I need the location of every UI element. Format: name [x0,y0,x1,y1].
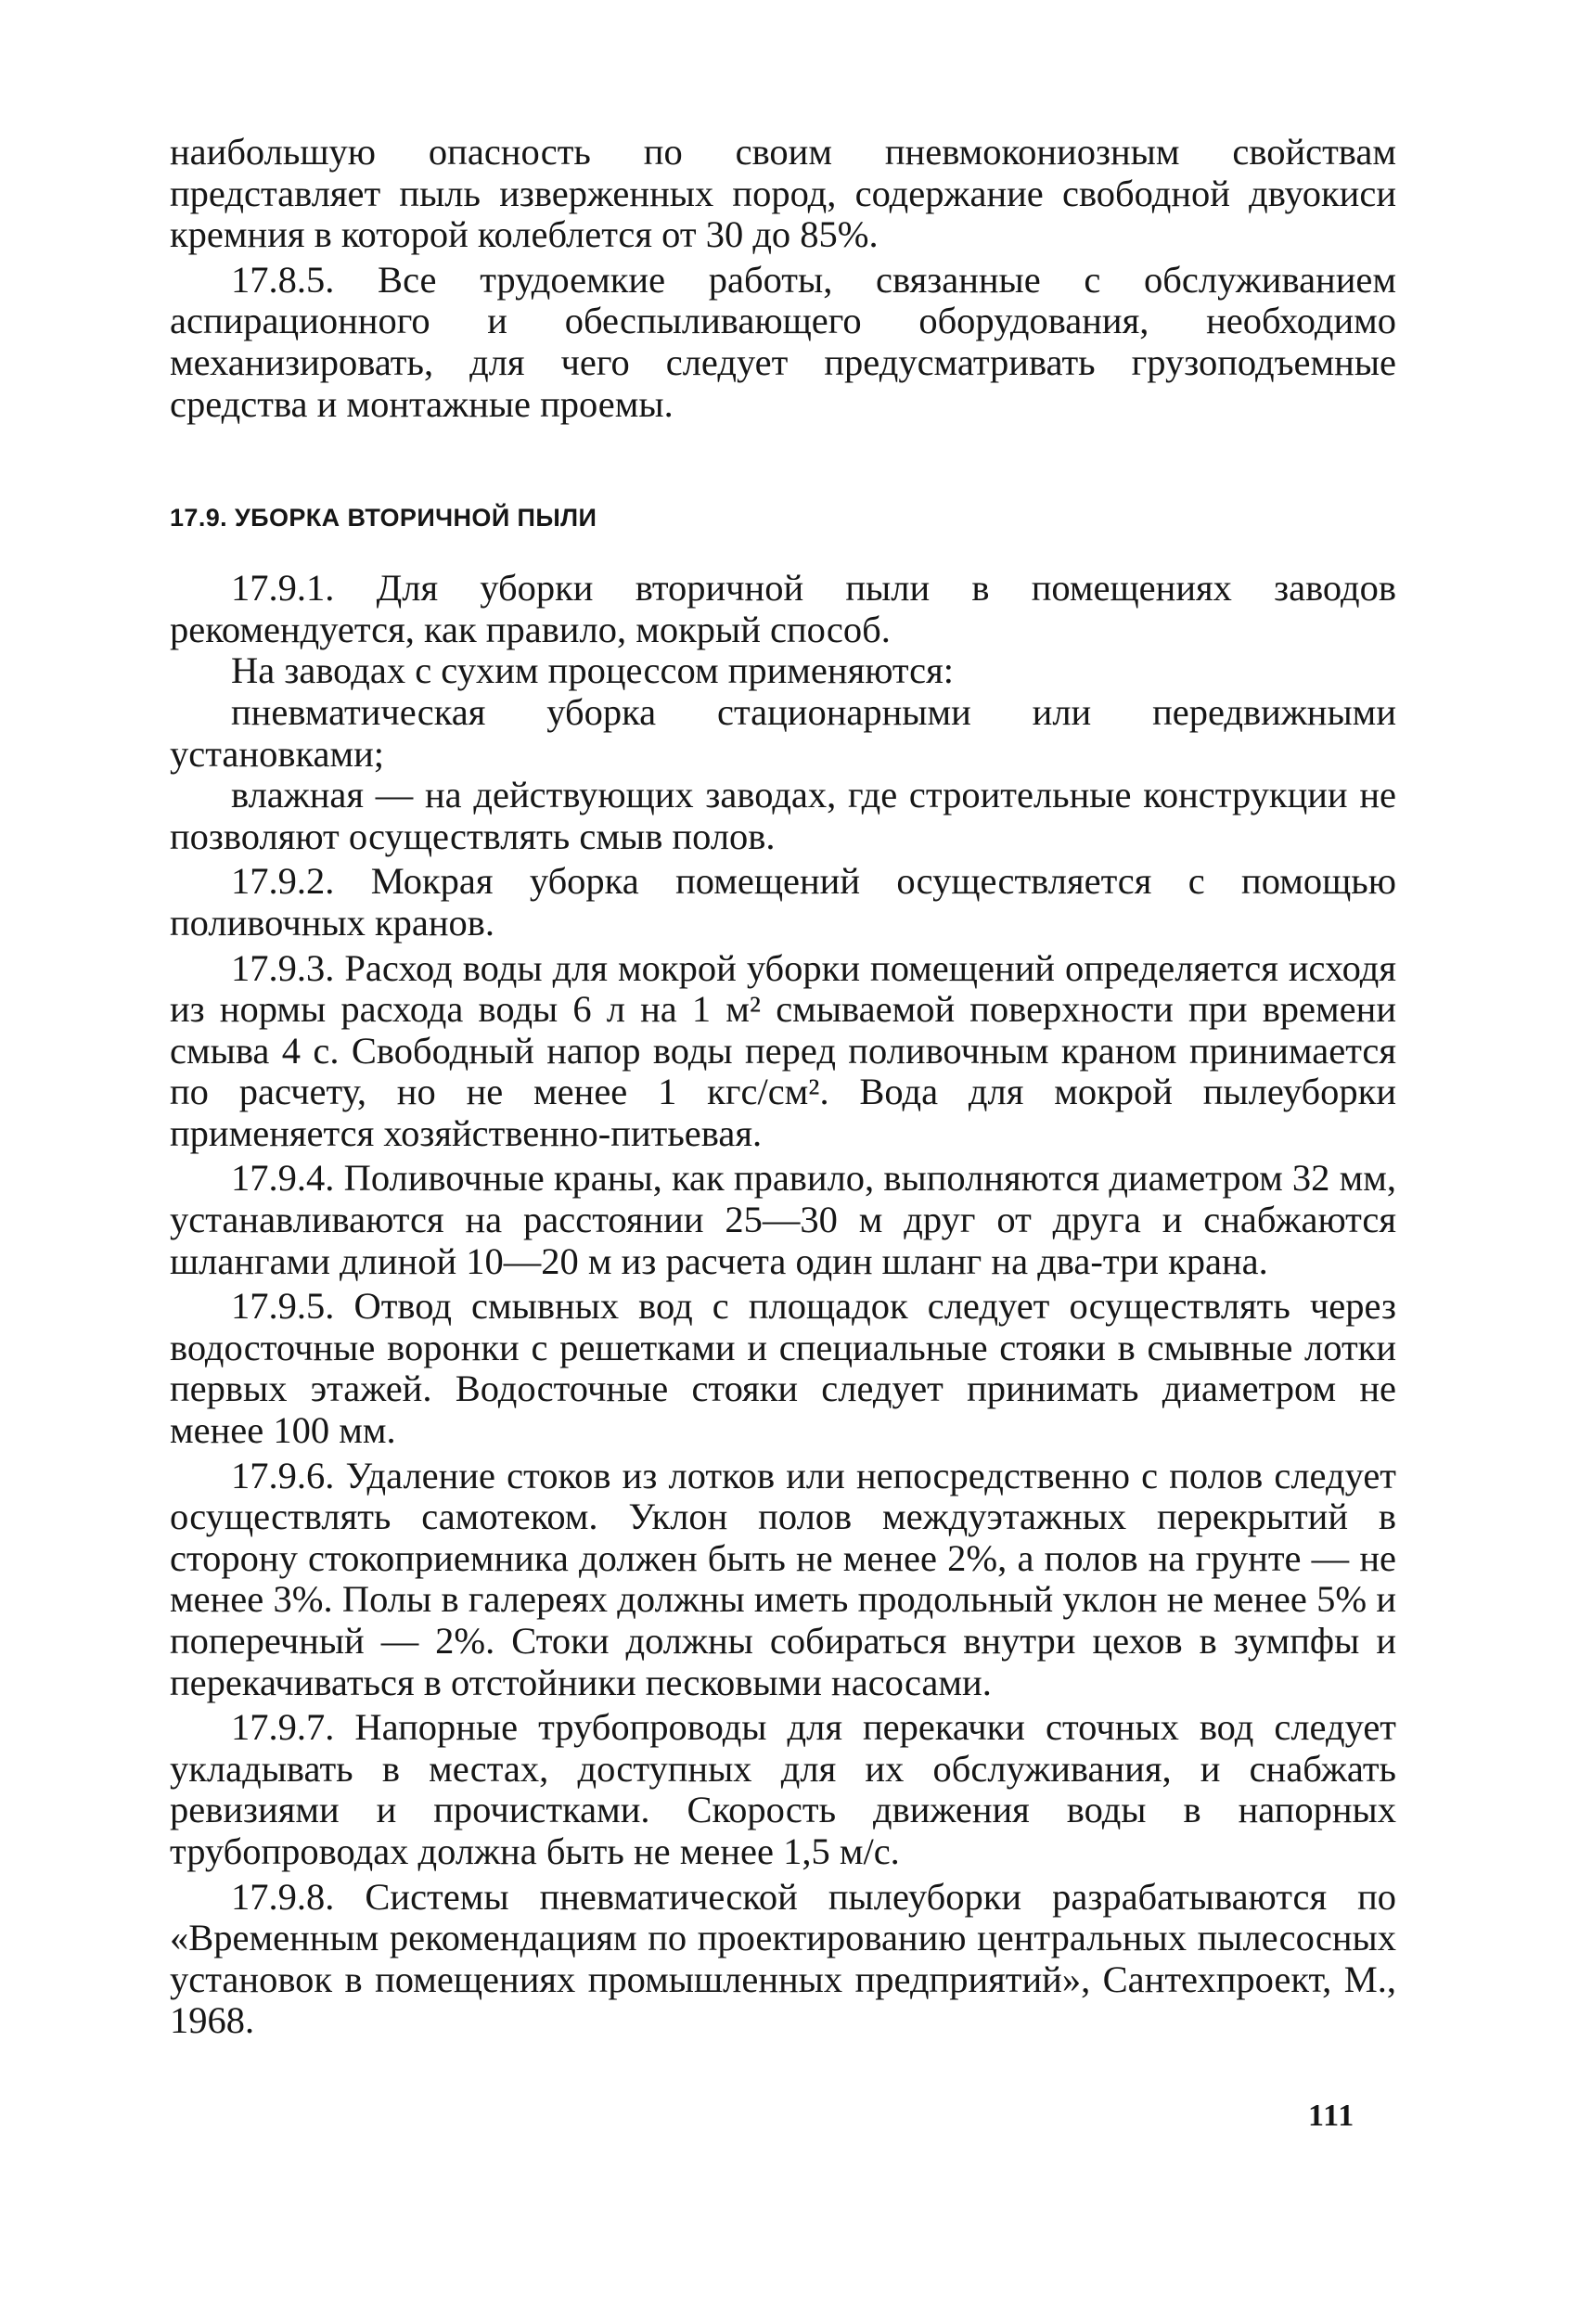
paragraph: 17.9.2. Мокрая уборка помещений осуществляется с помощью поливочных кранов. [170,860,1396,944]
paragraph: 17.9.4. Поливочные краны, как правило, выполняются диаметром 32 мм, устанавливаются на расстоянии 25—30 м друг от друга и снабжаются шлангами длиной 10—20 м из расчета один шланг на два-три крана. [170,1157,1396,1282]
section-body [170,568,1396,2042]
paragraph: 17.9.6. Удаление стоков из лотков или непосредственно с полов следует осуществлять самотеком. Уклон полов междуэтажных перекрытий в сторону стокоприемника должен быть не менее 2%, а полов на грунте — не менее 3%. Полы в галереях должны иметь продольный уклон не менее 5% и поперечный — 2%. Стоки должны собираться внутри цехов в зумпфы и перекачиваться в отстойники песковыми насосами. [170,1454,1396,1703]
section-heading: 17.9. УБОРКА ВТОРИЧНОЙ ПЫЛИ [170,504,597,533]
page-number: 111 [1308,2099,1355,2133]
paragraph: 17.9.5. Отвод смывных вод с площадок следует осуществлять через водосточные воронки с решетками и специальные стояки в смывные лотки первых этажей. Водосточные стояки следует принимать диаметром не менее 100 мм. [170,1285,1396,1452]
paragraph: 17.9.3. Расход воды для мокрой уборки помещений определяется исходя из нормы расхода воды 6 л на 1 м² смываемой поверхности при времени смыва 4 с. Свободный напор воды перед поливочным краном принимается по расчету, но не менее 1 кгс/см². Вода для мокрой пылеуборки применяется хозяйственно-питьевая. [170,946,1396,1154]
paragraph: 17.9.1. Для уборки вторичной пыли в помещениях заводов рекомендуется, как правило, мокрый способ. [170,567,1396,650]
paragraph: влажная — на действующих заводах, где строительные конструкции не позволяют осуществлять смыв полов. [170,774,1396,857]
paragraph: пневматическая уборка стационарными или передвижными установками; [170,690,1396,775]
paragraph: 17.8.5. Все трудоемкие работы, связанные с обслуживанием аспирационного и обеспыливающего оборудования, необходимо механизировать, для чего следует предусматривать грузоподъемные средства и монтажные проемы. [170,258,1396,425]
paragraph: На заводах с сухим процессом применяются: [231,649,954,692]
paragraph: наибольшую опасность по своим пневмокониозным свойствам представляет пыль изверженных пород, содержание свободной двуокиси кремния в которой колеблется от 30 до 85%. [170,131,1396,256]
text-before-heading [170,132,1396,425]
document-page [170,132,1396,2042]
paragraph: 17.9.7. Напорные трубопроводы для перекачки сточных вод следует укладывать в местах, доступных для их обслуживания, и снабжать ревизиями и прочистками. Скорость движения воды в напорных трубопроводах должна быть не менее 1,5 м/с. [170,1706,1396,1872]
paragraph: 17.9.8. Системы пневматической пылеуборки разрабатываются по «Временным рекомендациям по проектированию центральных пылесосных установок в помещениях промышленных предприятий», Сантехпроект, М., 1968. [170,1875,1396,2042]
